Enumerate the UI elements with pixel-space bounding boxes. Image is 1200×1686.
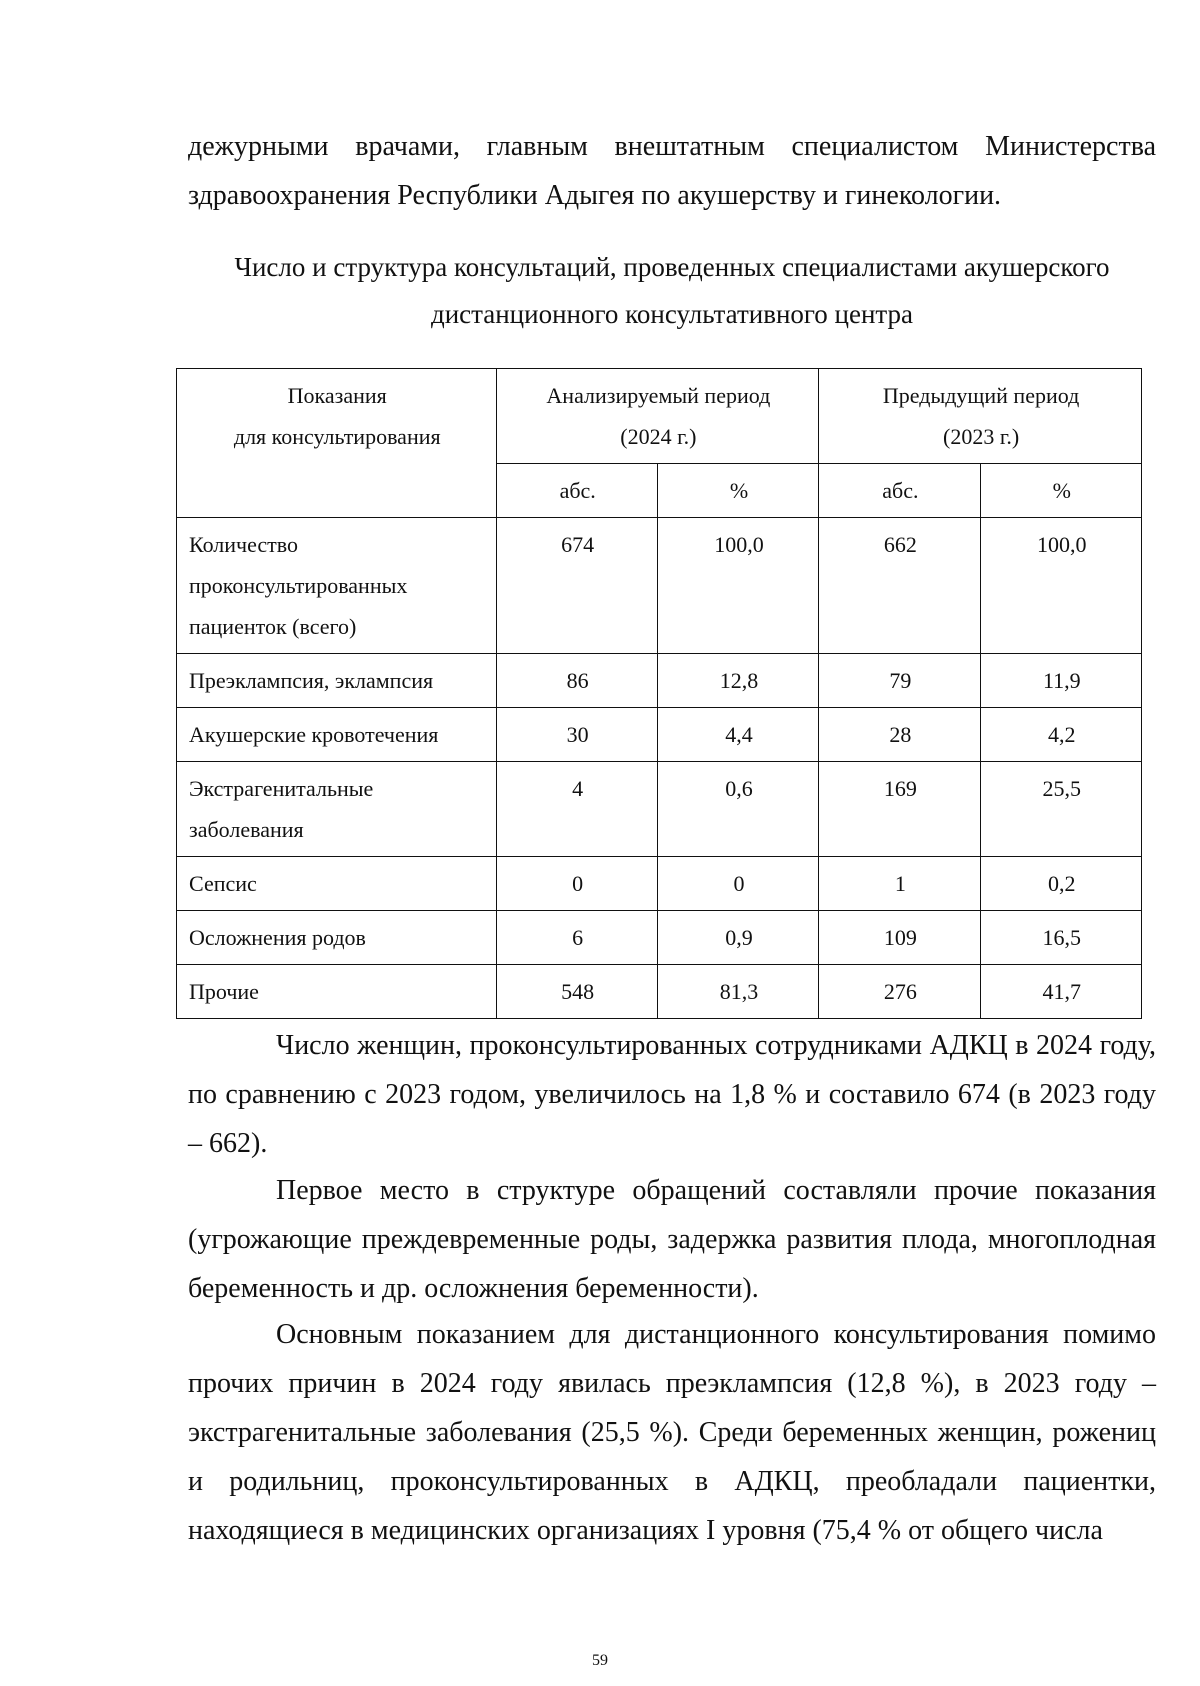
cell-current-abs: 548 (496, 965, 657, 1019)
row-label: Акушерские кровотечения (177, 708, 497, 762)
subheader-pct: % (657, 464, 818, 518)
cell-previous-pct: 0,2 (980, 857, 1141, 911)
cell-previous-abs: 662 (819, 518, 980, 654)
table-row (177, 654, 1142, 708)
consultations-table (176, 368, 1142, 1019)
cell-previous-abs: 1 (819, 857, 980, 911)
row-label: Прочие (177, 965, 497, 1019)
cell-current-abs: 86 (496, 654, 657, 708)
table-row (177, 911, 1142, 965)
intro-paragraph: дежурными врачами, главным внештатным специалистом Министерства здравоохранения Республики Адыгея по акушерству и гинекологии. (188, 131, 1156, 211)
cell-current-pct: 0,9 (657, 911, 818, 965)
body-paragraph: Основным показанием для дистанционного консультирования помимо прочих причин в 2024 году явилась преэклампсия (12,8 %), в 2023 году – экстрагенитальные заболевания (25,5 %). Среди беременных женщин, рожениц и родильниц, проконсультированных в АДКЦ, преобладали пациентки, находящиеся в медицинских организациях I уровня (75,4 % от общего числа (188, 1319, 1156, 1546)
row-label: Преэклампсия, эклампсия (177, 654, 497, 708)
cell-previous-pct: 11,9 (980, 654, 1141, 708)
row-label: Экстрагенитальные заболевания (177, 762, 497, 857)
header-indication: Показания для консультирования (177, 369, 497, 518)
cell-current-abs: 0 (496, 857, 657, 911)
cell-current-abs: 4 (496, 762, 657, 857)
cell-current-pct: 81,3 (657, 965, 818, 1019)
table-caption (188, 244, 1156, 338)
subheader-abs: абс. (819, 464, 980, 518)
table-row (177, 762, 1142, 857)
cell-previous-pct: 100,0 (980, 518, 1141, 654)
cell-current-pct: 100,0 (657, 518, 818, 654)
cell-current-pct: 4,4 (657, 708, 818, 762)
row-label: Осложнения родов (177, 911, 497, 965)
row-label: Сепсис (177, 857, 497, 911)
table-header-row (177, 369, 1142, 464)
table-row (177, 708, 1142, 762)
page-number: 59 (592, 1652, 608, 1669)
table-row (177, 965, 1142, 1019)
table-caption-line2: дистанционного консультативного центра (430, 299, 914, 329)
header-current-period: Анализируемый период (2024 г.) (496, 369, 819, 464)
cell-previous-abs: 28 (819, 708, 980, 762)
cell-current-pct: 0,6 (657, 762, 818, 857)
cell-previous-pct: 4,2 (980, 708, 1141, 762)
cell-previous-pct: 41,7 (980, 965, 1141, 1019)
header-previous-period: Предыдущий период (2023 г.) (819, 369, 1142, 464)
table-row (177, 518, 1142, 654)
cell-current-abs: 6 (496, 911, 657, 965)
table-caption-line1: Число и структура консультаций, проведенных специалистами акушерского (234, 252, 1110, 282)
subheader-abs: абс. (496, 464, 657, 518)
cell-current-abs: 674 (496, 518, 657, 654)
body-paragraph: Число женщин, проконсультированных сотрудниками АДКЦ в 2024 году, по сравнению с 2023 годом, увеличилось на 1,8 % и составило 674 (в 2023 году – 662). (188, 1030, 1156, 1159)
body-paragraph: Первое место в структуре обращений составляли прочие показания (угрожающие преждевременные роды, задержка развития плода, многоплодная беременность и др. осложнения беременности). (188, 1175, 1156, 1304)
row-label: Количество проконсультированных пациенток (всего) (177, 518, 497, 654)
table-row (177, 857, 1142, 911)
cell-current-pct: 12,8 (657, 654, 818, 708)
cell-previous-pct: 25,5 (980, 762, 1141, 857)
cell-previous-abs: 79 (819, 654, 980, 708)
cell-previous-abs: 109 (819, 911, 980, 965)
cell-previous-pct: 16,5 (980, 911, 1141, 965)
cell-previous-abs: 276 (819, 965, 980, 1019)
cell-current-pct: 0 (657, 857, 818, 911)
cell-previous-abs: 169 (819, 762, 980, 857)
cell-current-abs: 30 (496, 708, 657, 762)
subheader-pct: % (980, 464, 1141, 518)
